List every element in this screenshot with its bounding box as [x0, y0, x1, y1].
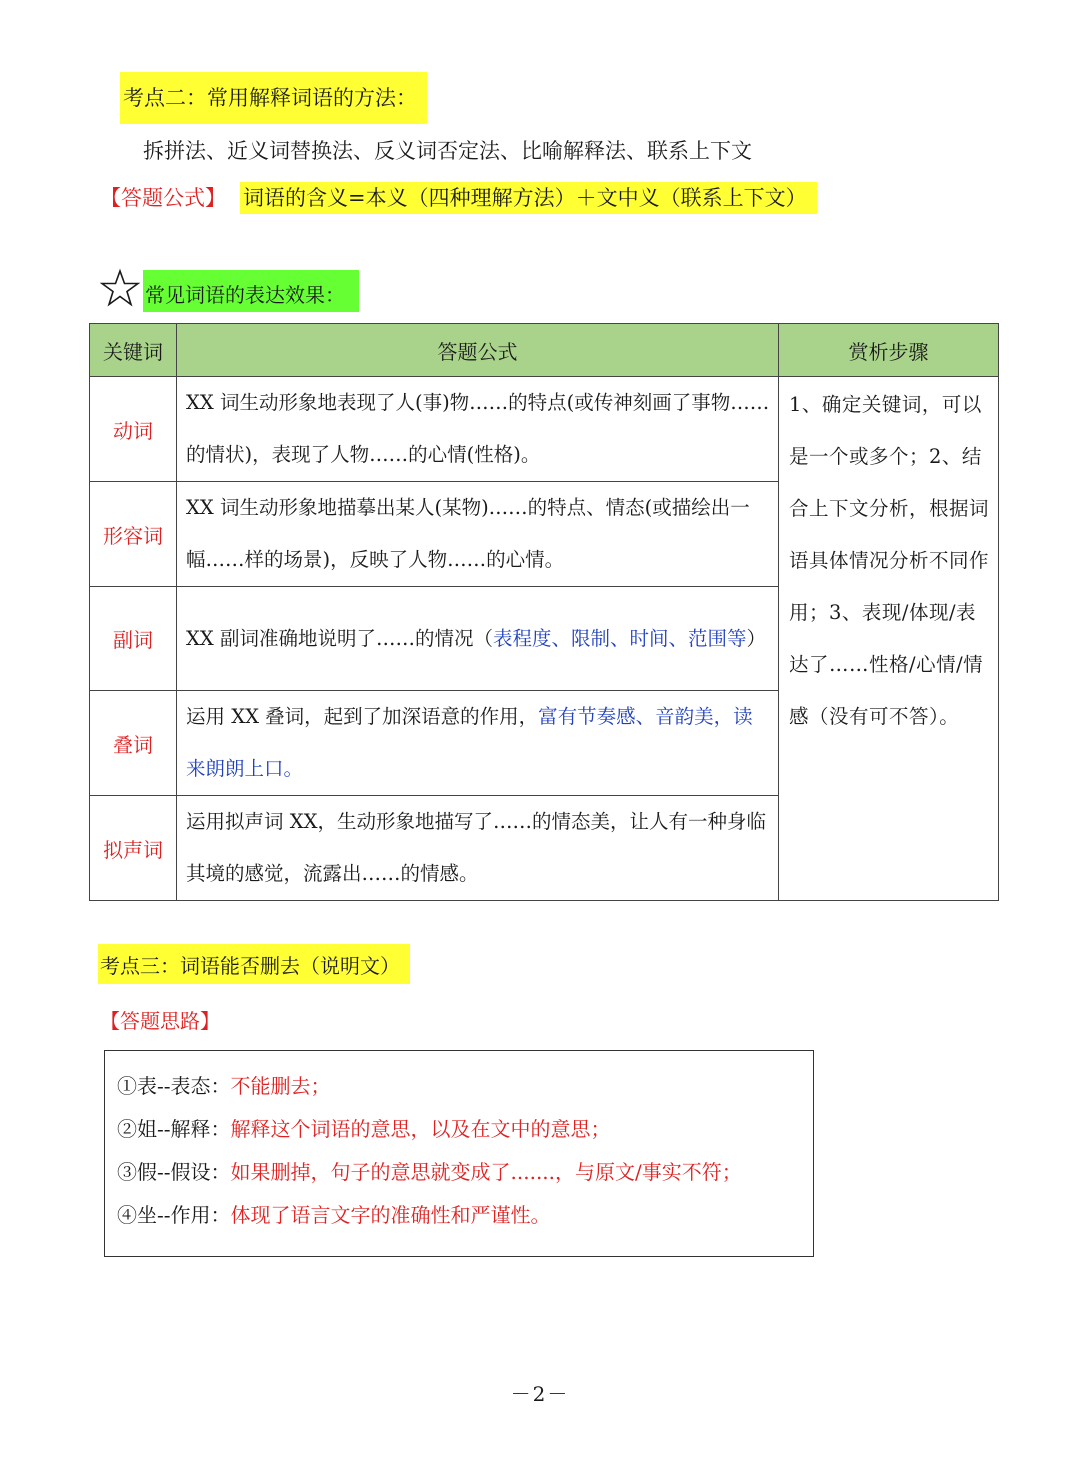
header-steps: 赏析步骤 — [779, 324, 999, 377]
effect-section-title: 常见词语的表达效果： — [143, 270, 359, 312]
star-icon — [100, 268, 140, 308]
answer-step-content: 不能删去； — [230, 1074, 331, 1098]
table-row — [90, 377, 999, 482]
row-keyword: 副词 — [90, 587, 177, 691]
answer-step — [117, 1194, 813, 1237]
row-keyword: 动词 — [90, 377, 177, 482]
row-keyword: 形容词 — [90, 482, 177, 587]
answer-formula-line — [100, 178, 817, 218]
section3-title: 考点三：词语能否删去（说明文） — [98, 944, 410, 984]
row-keyword: 叠词 — [90, 691, 177, 796]
formula-segment: 运用拟声词 XX，生动形象地描写了……的情态美，让人有一种身临其境的感觉，流露出……的情感。 — [186, 810, 766, 885]
formula-segment: XX 词生动形象地表现了人(事)物……的特点(或传神刻画了事物……的情状)，表现了人物……的心情(性格)。 — [186, 391, 770, 466]
answer-step-content: 解释这个词语的意思，以及在文中的意思； — [230, 1117, 611, 1141]
section2-title: 考点二：常用解释词语的方法： — [120, 72, 427, 124]
answer-step — [117, 1151, 813, 1194]
row-formula — [177, 377, 779, 482]
header-keyword: 关键词 — [90, 324, 177, 377]
table-header-row — [90, 324, 999, 377]
row-formula — [177, 691, 779, 796]
answer-step-label: ③假--假设： — [117, 1160, 231, 1184]
page-number: －2－ — [510, 1382, 570, 1406]
formula-segment: 表程度、限制、时间、范围等 — [492, 626, 747, 650]
analysis-steps: 1、确定关键词，可以是一个或多个；2、结合上下文分析，根据词语具体情况分析不同作用；3、表现/体现/表达了……性格/心情/情感（没有可不答）。 — [779, 377, 999, 901]
answer-steps-box — [104, 1050, 814, 1257]
formula-segment: XX 副词准确地说明了……的情况（ — [186, 626, 493, 650]
answer-formula: 词语的含义=本义（四种理解方法）＋文中义（联系上下文） — [240, 182, 817, 214]
row-formula — [177, 587, 779, 691]
row-keyword: 拟声词 — [90, 796, 177, 901]
expression-effect-table — [89, 323, 999, 901]
explanation-methods: 拆拼法、近义词替换法、反义词否定法、比喻解释法、联系上下文 — [143, 139, 752, 163]
row-formula — [177, 796, 779, 901]
answer-step-label: ②姐--解释： — [117, 1117, 231, 1141]
answer-step-label: ④坐--作用： — [117, 1203, 231, 1227]
formula-segment: ） — [746, 626, 766, 650]
answer-step — [117, 1065, 813, 1108]
formula-segment: XX 词生动形象地描摹出某人(某物)……的特点、情态(或描绘出一幅……样的场景)，反映了人物……的心情。 — [186, 496, 750, 571]
answer-step — [117, 1108, 813, 1151]
thinking-tag: 【答题思路】 — [100, 1009, 220, 1033]
answer-step-content: 如果删掉，句子的意思就变成了.......，与原文/事实不符； — [230, 1160, 742, 1184]
answer-formula-tag: 【答题公式】 — [100, 186, 226, 210]
answer-step-label: ①表--表态： — [117, 1074, 231, 1098]
header-formula: 答题公式 — [177, 324, 779, 377]
answer-step-content: 体现了语言文字的准确性和严谨性。 — [230, 1203, 551, 1227]
row-formula — [177, 482, 779, 587]
formula-segment: 运用 XX 叠词，起到了加深语意的作用， — [186, 705, 539, 728]
formula-segment: 富有节奏感、音韵美，读来朗朗上口。 — [186, 705, 753, 780]
